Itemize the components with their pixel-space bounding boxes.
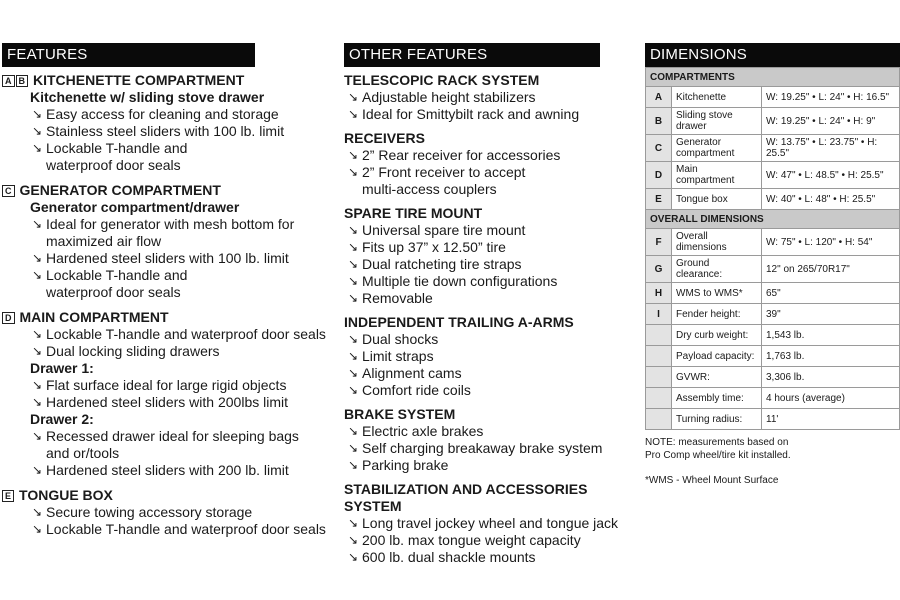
other-feature-section <box>344 205 634 307</box>
bullet-text: Lockable T-handle and waterproof door seals <box>46 326 326 342</box>
dimension-value: W: 47" • L: 48.5" • H: 25.5" <box>762 162 900 189</box>
bullet-item <box>344 331 634 348</box>
section-badges <box>2 75 29 87</box>
section-title: RECEIVERS <box>344 130 425 146</box>
bullet-text: Easy access for cleaning and storage <box>46 106 279 122</box>
dimension-name: Turning radius: <box>672 409 762 430</box>
bullet-text: Lockable T-handle and waterproof door seals <box>46 140 188 173</box>
bullet-item <box>344 457 634 474</box>
dimension-name: Fender height: <box>672 304 762 325</box>
dimension-name: GVWR: <box>672 367 762 388</box>
compartment-letter-badge: C <box>2 185 15 197</box>
subheader-cell: COMPARTMENTS <box>646 68 900 87</box>
arrow-down-right-icon: ↘ <box>31 505 43 519</box>
bullet-text: 600 lb. dual shackle mounts <box>362 549 536 565</box>
dimension-name: Main compartment <box>672 162 762 189</box>
other-feature-section <box>344 406 634 474</box>
bullet-item <box>344 440 634 457</box>
subheader-cell: OVERALL DIMENSIONS <box>646 210 900 229</box>
other-feature-section <box>344 481 634 566</box>
bullet-item <box>2 250 332 267</box>
dimension-value: 65" <box>762 283 900 304</box>
measurement-note: NOTE: measurements based on Pro Comp wheel/tire kit installed. <box>645 437 791 461</box>
dimension-letter <box>646 388 672 409</box>
arrow-down-right-icon: ↘ <box>347 90 359 104</box>
dimension-letter: B <box>646 108 672 135</box>
arrow-down-right-icon: ↘ <box>347 516 359 530</box>
dimensions-header: DIMENSIONS <box>645 43 900 67</box>
bullet-text: Multiple tie down configurations <box>362 273 558 289</box>
section-title-text: TONGUE BOX <box>19 487 113 503</box>
bullet-item <box>344 222 634 239</box>
bullet-item <box>344 256 634 273</box>
dimensions-table <box>645 67 900 430</box>
dimension-row <box>646 283 900 304</box>
dimension-row <box>646 108 900 135</box>
arrow-down-right-icon: ↘ <box>31 378 43 392</box>
arrow-down-right-icon: ↘ <box>31 463 43 477</box>
dimensions-column <box>645 43 900 487</box>
wms-footnote: *WMS - Wheel Mount Surface <box>645 475 779 486</box>
bullet-text: Lockable T-handle and waterproof door seals <box>46 521 326 537</box>
bullet-item <box>2 343 332 360</box>
bullet-text: Stainless steel sliders with 100 lb. limit <box>46 123 285 139</box>
subsection-title: Drawer 1: <box>30 360 94 376</box>
dimension-value: W: 40" • L: 48" • H: 25.5" <box>762 189 900 210</box>
arrow-down-right-icon: ↘ <box>347 291 359 305</box>
section-title-text: MAIN COMPARTMENT <box>19 309 169 325</box>
dimension-letter <box>646 346 672 367</box>
bullet-item <box>344 549 634 566</box>
dimension-row <box>646 409 900 430</box>
arrow-down-right-icon: ↘ <box>31 522 43 536</box>
dimension-row <box>646 346 900 367</box>
arrow-down-right-icon: ↘ <box>31 395 43 409</box>
arrow-down-right-icon: ↘ <box>347 223 359 237</box>
bullet-item <box>2 216 332 250</box>
dimension-letter <box>646 409 672 430</box>
bullet-item <box>2 140 332 174</box>
features-column <box>2 43 332 546</box>
section-title-text: GENERATOR COMPARTMENT <box>19 182 221 198</box>
dimension-row <box>646 189 900 210</box>
section-title-text: KITCHENETTE COMPARTMENT <box>33 72 245 88</box>
bullet-text: Dual locking sliding drawers <box>46 343 220 359</box>
subsection-title: Generator compartment/drawer <box>30 199 240 215</box>
dimension-name: Tongue box <box>672 189 762 210</box>
arrow-down-right-icon: ↘ <box>31 429 43 443</box>
bullet-text: Secure towing accessory storage <box>46 504 253 520</box>
dimension-row <box>646 256 900 283</box>
bullet-text: Hardened steel sliders with 200 lb. limit <box>46 462 289 478</box>
bullet-item <box>2 521 332 538</box>
bullet-text: Parking brake <box>362 457 449 473</box>
arrow-down-right-icon: ↘ <box>347 107 359 121</box>
other-feature-section <box>344 314 634 399</box>
bullet-item <box>344 532 634 549</box>
other-feature-section <box>344 72 634 123</box>
dimension-name: WMS to WMS* <box>672 283 762 304</box>
dimension-letter: D <box>646 162 672 189</box>
bullet-text: Dual ratcheting tire straps <box>362 256 522 272</box>
bullet-item <box>344 515 634 532</box>
bullet-text: 2” Front receiver to accept multi-access couplers <box>362 164 526 197</box>
bullet-text: Ideal for generator with mesh bottom for maximized air flow <box>46 216 295 249</box>
section-title <box>2 487 332 504</box>
dimension-name: Generator compartment <box>672 135 762 162</box>
other-features-header: OTHER FEATURES <box>344 43 600 67</box>
dimension-name: Sliding stove drawer <box>672 108 762 135</box>
overall-dimensions-subheader <box>646 210 900 229</box>
arrow-down-right-icon: ↘ <box>347 441 359 455</box>
dimension-row <box>646 388 900 409</box>
dimension-value: 4 hours (average) <box>762 388 900 409</box>
bullet-item <box>344 89 634 106</box>
bullet-item <box>344 290 634 307</box>
bullet-item <box>344 382 634 399</box>
bullet-text: Dual shocks <box>362 331 439 347</box>
section-badges <box>2 490 15 502</box>
arrow-down-right-icon: ↘ <box>347 240 359 254</box>
dimension-row <box>646 304 900 325</box>
feature-section <box>2 309 332 479</box>
bullet-item <box>2 394 332 411</box>
arrow-down-right-icon: ↘ <box>31 107 43 121</box>
bullet-text: Flat surface ideal for large rigid objects <box>46 377 287 393</box>
dimension-value: 1,543 lb. <box>762 325 900 346</box>
bullet-item <box>2 428 332 462</box>
other-features-column <box>344 43 634 573</box>
dimension-row <box>646 367 900 388</box>
arrow-down-right-icon: ↘ <box>347 257 359 271</box>
compartment-letter-badge: D <box>2 312 15 324</box>
features-body <box>2 72 332 538</box>
bullet-text: Fits up 37” x 12.50” tire <box>362 239 506 255</box>
dimension-value: 12" on 265/70R17" <box>762 256 900 283</box>
arrow-down-right-icon: ↘ <box>347 533 359 547</box>
bullet-item <box>2 504 332 521</box>
bullet-text: Electric axle brakes <box>362 423 484 439</box>
arrow-down-right-icon: ↘ <box>31 217 43 231</box>
arrow-down-right-icon: ↘ <box>31 327 43 341</box>
dimension-row <box>646 162 900 189</box>
bullet-text: 2” Rear receiver for accessories <box>362 147 561 163</box>
dimension-letter: A <box>646 87 672 108</box>
bullet-item <box>2 123 332 140</box>
dimension-name: Ground clearance: <box>672 256 762 283</box>
other-features-body <box>344 72 634 566</box>
compartments-subheader <box>646 68 900 87</box>
bullet-text: Limit straps <box>362 348 434 364</box>
arrow-down-right-icon: ↘ <box>347 458 359 472</box>
bullet-item <box>344 164 634 198</box>
bullet-item <box>344 348 634 365</box>
bullet-item <box>344 147 634 164</box>
section-title <box>2 182 332 199</box>
subsection-title: Kitchenette w/ sliding stove drawer <box>30 89 265 105</box>
arrow-down-right-icon: ↘ <box>347 550 359 564</box>
dimension-name: Overall dimensions <box>672 229 762 256</box>
dimension-row <box>646 229 900 256</box>
bullet-text: Self charging breakaway brake system <box>362 440 603 456</box>
dimension-value: W: 13.75" • L: 23.75" • H: 25.5" <box>762 135 900 162</box>
arrow-down-right-icon: ↘ <box>347 274 359 288</box>
dimension-letter: I <box>646 304 672 325</box>
compartment-letter-badge: A <box>2 75 15 87</box>
arrow-down-right-icon: ↘ <box>347 424 359 438</box>
dimension-name: Kitchenette <box>672 87 762 108</box>
dimension-value: 1,763 lb. <box>762 346 900 367</box>
bullet-item <box>2 267 332 301</box>
section-badges <box>2 185 16 197</box>
bullet-text: Lockable T-handle and waterproof door seals <box>46 267 188 300</box>
bullet-text: Hardened steel sliders with 200lbs limit <box>46 394 288 410</box>
bullet-item <box>2 377 332 394</box>
dimension-letter <box>646 367 672 388</box>
dimension-letter: F <box>646 229 672 256</box>
dimension-value: W: 75" • L: 120" • H: 54" <box>762 229 900 256</box>
bullet-text: Hardened steel sliders with 100 lb. limit <box>46 250 289 266</box>
compartment-letter-badge: E <box>2 490 14 502</box>
arrow-down-right-icon: ↘ <box>31 344 43 358</box>
bullet-text: Recessed drawer ideal for sleeping bags and or/tools <box>46 428 299 461</box>
feature-section <box>2 72 332 174</box>
section-title: BRAKE SYSTEM <box>344 406 456 422</box>
bullet-text: Adjustable height stabilizers <box>362 89 536 105</box>
feature-section <box>2 182 332 301</box>
section-title <box>2 309 332 326</box>
arrow-down-right-icon: ↘ <box>347 165 359 179</box>
dimension-value: 39" <box>762 304 900 325</box>
section-title: SPARE TIRE MOUNT <box>344 205 483 221</box>
dimension-value: W: 19.25" • L: 24" • H: 16.5" <box>762 87 900 108</box>
compartment-letter-badge: B <box>16 75 29 87</box>
dimension-value: 11' <box>762 409 900 430</box>
section-title <box>2 72 332 89</box>
bullet-item <box>344 239 634 256</box>
bullet-item <box>344 365 634 382</box>
section-title: INDEPENDENT TRAILING A-ARMS <box>344 314 574 330</box>
bullet-text: Universal spare tire mount <box>362 222 526 238</box>
bullet-item <box>344 273 634 290</box>
dimension-letter: C <box>646 135 672 162</box>
dimension-letter: G <box>646 256 672 283</box>
bullet-text: Long travel jockey wheel and tongue jack <box>362 515 619 531</box>
bullet-item <box>2 106 332 123</box>
features-header: FEATURES <box>2 43 255 67</box>
dimension-name: Payload capacity: <box>672 346 762 367</box>
arrow-down-right-icon: ↘ <box>347 148 359 162</box>
bullet-text: Comfort ride coils <box>362 382 471 398</box>
arrow-down-right-icon: ↘ <box>347 366 359 380</box>
dimension-letter: H <box>646 283 672 304</box>
dimension-name: Assembly time: <box>672 388 762 409</box>
dimension-letter: E <box>646 189 672 210</box>
arrow-down-right-icon: ↘ <box>31 141 43 155</box>
dimension-value: 3,306 lb. <box>762 367 900 388</box>
arrow-down-right-icon: ↘ <box>347 332 359 346</box>
bullet-item <box>344 106 634 123</box>
other-feature-section <box>344 130 634 198</box>
dimension-name: Dry curb weight: <box>672 325 762 346</box>
arrow-down-right-icon: ↘ <box>31 251 43 265</box>
bullet-text: Ideal for Smittybilt rack and awning <box>362 106 580 122</box>
bullet-text: Removable <box>362 290 433 306</box>
section-badges <box>2 312 16 324</box>
arrow-down-right-icon: ↘ <box>31 268 43 282</box>
dimension-row <box>646 135 900 162</box>
arrow-down-right-icon: ↘ <box>347 383 359 397</box>
bullet-text: Alignment cams <box>362 365 462 381</box>
section-title: TELESCOPIC RACK SYSTEM <box>344 72 540 88</box>
dimension-letter <box>646 325 672 346</box>
bullet-text: 200 lb. max tongue weight capacity <box>362 532 581 548</box>
dimension-row <box>646 325 900 346</box>
bullet-item <box>2 462 332 479</box>
feature-section <box>2 487 332 538</box>
dimension-value: W: 19.25" • L: 24" • H: 9" <box>762 108 900 135</box>
dimension-row <box>646 87 900 108</box>
section-title: STABILIZATION AND ACCESSORIES SYSTEM <box>344 481 588 514</box>
bullet-item <box>2 326 332 343</box>
arrow-down-right-icon: ↘ <box>31 124 43 138</box>
bullet-item <box>344 423 634 440</box>
subsection-title: Drawer 2: <box>30 411 94 427</box>
arrow-down-right-icon: ↘ <box>347 349 359 363</box>
